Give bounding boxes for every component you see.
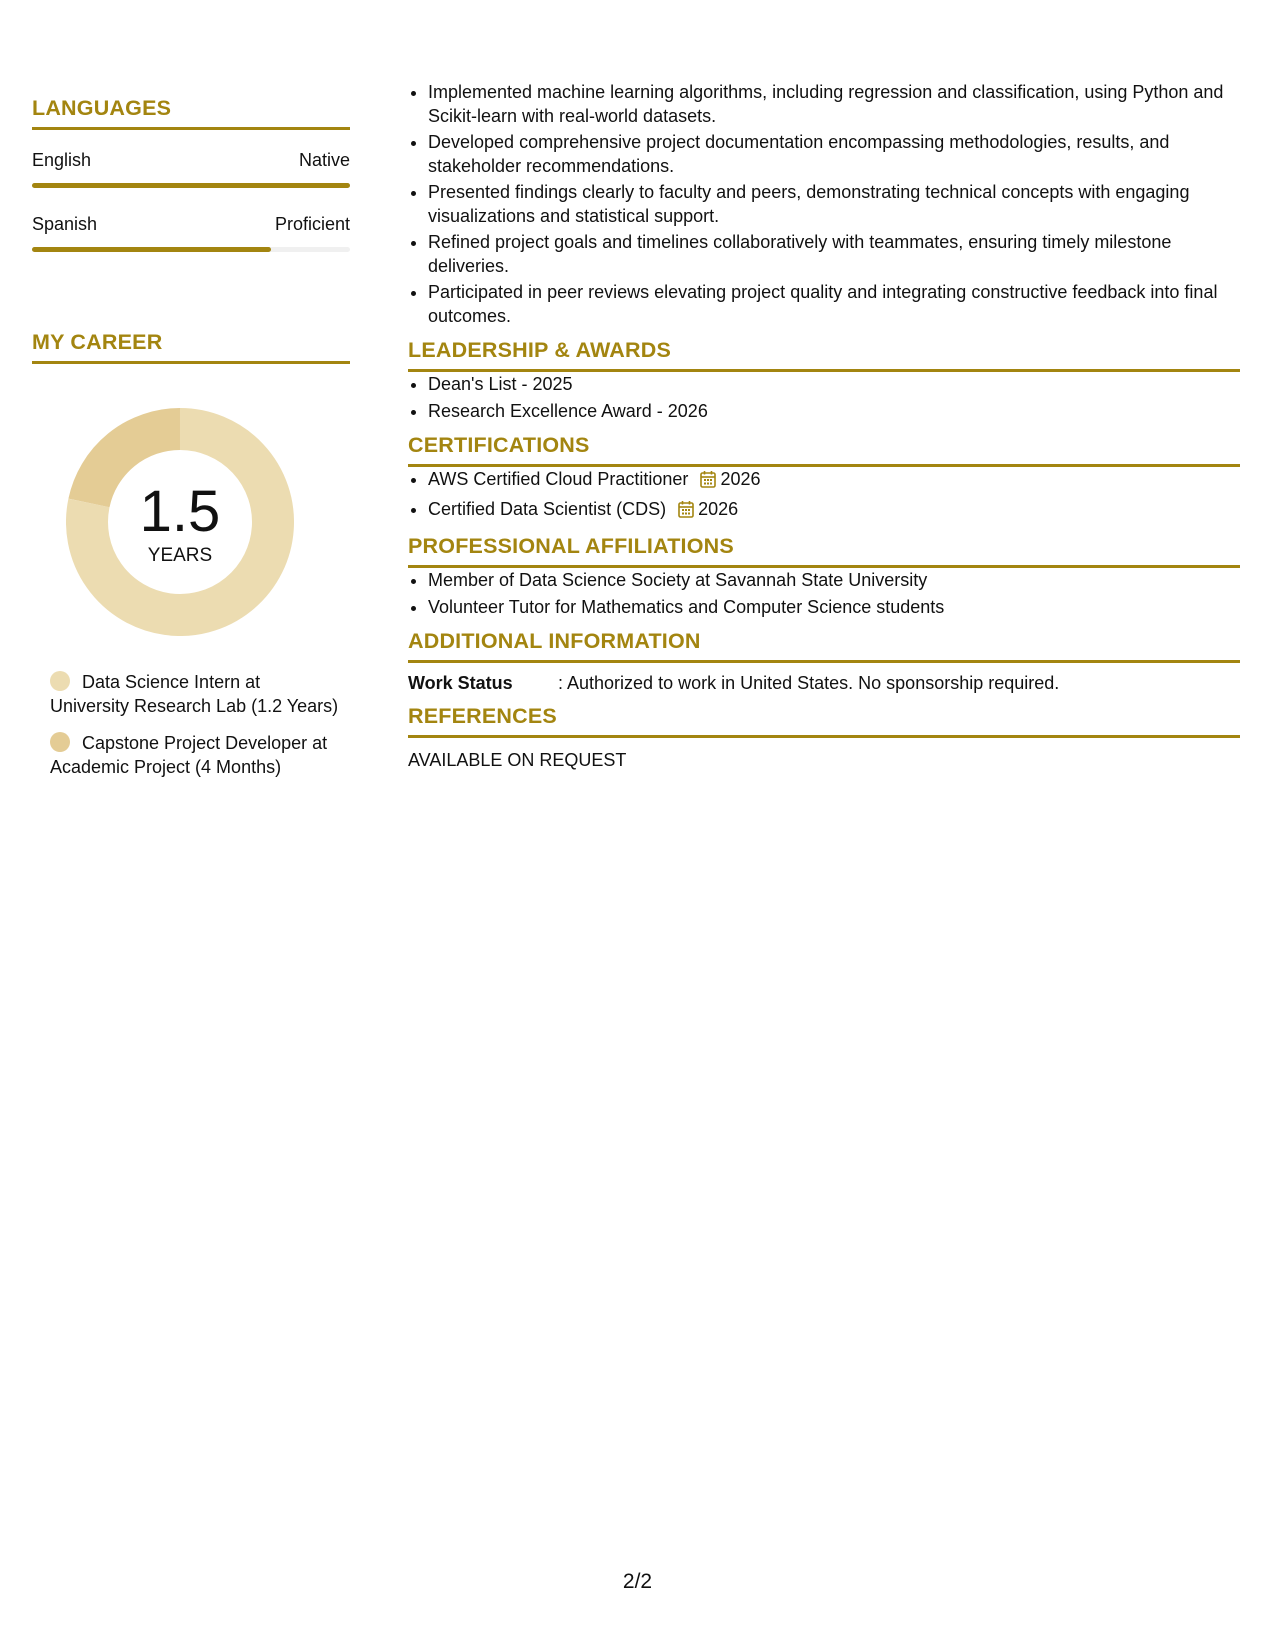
language-name: English (32, 150, 92, 170)
award-item: • Dean's List - 2025 (428, 372, 1240, 396)
award-item: • Research Excellence Award - 2026 (428, 399, 1240, 423)
languages-title: LANGUAGES (32, 96, 350, 130)
language-proficiency-bar (32, 183, 350, 188)
additional-info-title: ADDITIONAL INFORMATION (408, 629, 1240, 663)
main-content (408, 80, 1240, 771)
references-title: REFERENCES (408, 704, 1240, 738)
certification-name: AWS Certified Cloud Practitioner (428, 469, 689, 489)
references-text: AVAILABLE ON REQUEST (408, 750, 627, 770)
work-status-row (408, 673, 1240, 694)
certification-item (428, 467, 1240, 494)
calendar-icon (700, 470, 716, 494)
language-level: Native (298, 150, 350, 170)
donut-center (66, 408, 294, 636)
calendar-icon (678, 500, 694, 524)
page-number: 2/2 (622, 1570, 653, 1593)
language-name: Spanish (32, 214, 98, 234)
language-english (32, 150, 350, 188)
certification-item (428, 497, 1240, 524)
experience-section (408, 80, 1240, 328)
certifications-title: CERTIFICATIONS (408, 433, 1240, 467)
certification-year: 2026 (720, 469, 761, 489)
career-total-years: 1.5 (139, 479, 221, 544)
career-total-unit: YEARS (147, 545, 213, 566)
language-proficiency-fill (32, 183, 350, 188)
career-item-label: Capstone Project Developer at Academic Project (4 Months) (50, 733, 328, 777)
affiliations-title: PROFESSIONAL AFFILIATIONS (408, 534, 1240, 568)
experience-bullet: • Refined project goals and timelines collaboratively with teammates, ensuring timely milestone deliveries. (428, 230, 1240, 278)
work-status-label: Work Status (408, 673, 513, 693)
experience-bullet: • Implemented machine learning algorithms, including regression and classification, using Python and Scikit-learn with real-world datasets. (428, 80, 1240, 128)
language-proficiency-fill (32, 247, 271, 252)
career-item (50, 731, 340, 779)
career-dot-icon (50, 671, 70, 691)
work-status-value: : Authorized to work in United States. No sponsorship required. (558, 673, 1060, 693)
affiliation-item: • Member of Data Science Society at Savannah State University (428, 568, 1240, 592)
experience-bullet: • Participated in peer reviews elevating project quality and integrating constructive feedback into final outcomes. (428, 280, 1240, 328)
experience-bullet: • Developed comprehensive project documentation encompassing methodologies, results, and stakeholder recommendations. (428, 130, 1240, 178)
awards-list (408, 372, 1240, 423)
sidebar (32, 96, 350, 792)
career-item (50, 670, 340, 718)
language-proficiency-bar (32, 247, 350, 252)
experience-bullet: • Presented findings clearly to faculty and peers, demonstrating technical concepts with engaging visualizations and statistical support. (428, 180, 1240, 228)
certification-year: 2026 (698, 499, 739, 519)
experience-bullets (408, 80, 1240, 328)
career-legend (32, 670, 340, 779)
career-item-label: Data Science Intern at University Research Lab (1.2 Years) (50, 672, 339, 716)
language-level: Proficient (274, 214, 350, 234)
career-donut-chart (66, 408, 294, 636)
certification-name: Certified Data Scientist (CDS) (428, 499, 667, 519)
certifications-list (408, 467, 1240, 524)
career-title: MY CAREER (32, 330, 350, 364)
awards-title: LEADERSHIP & AWARDS (408, 338, 1240, 372)
language-spanish (32, 214, 350, 252)
career-dot-icon (50, 732, 70, 752)
affiliation-item: • Volunteer Tutor for Mathematics and Computer Science students (428, 595, 1240, 619)
affiliations-list (408, 568, 1240, 619)
